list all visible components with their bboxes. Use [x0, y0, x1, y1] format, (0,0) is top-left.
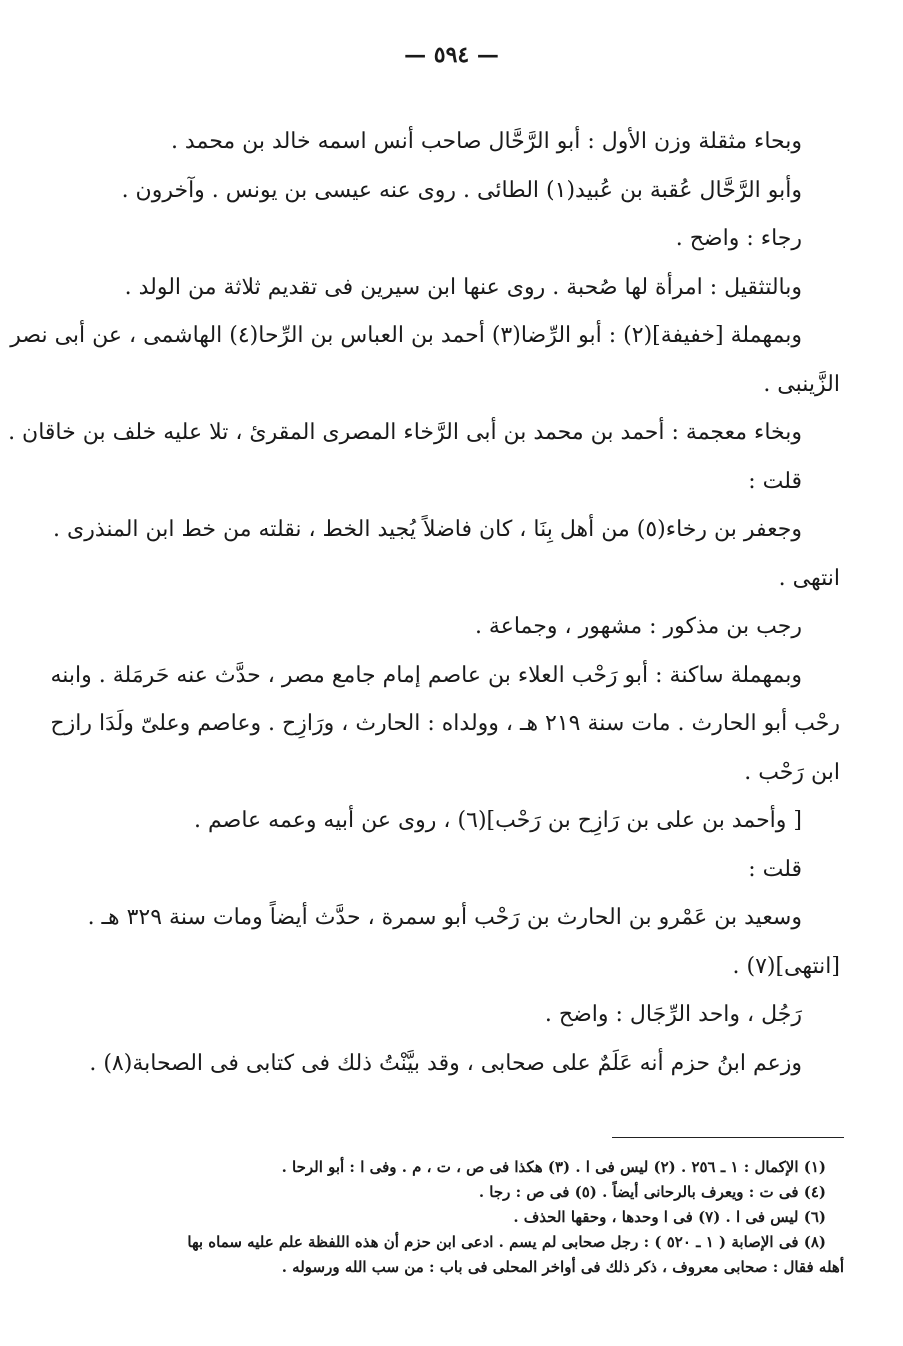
page-number: — ٥٩٤ — — [404, 42, 499, 68]
text-line: وزعم ابنُ حزم أنه عَلَمٌ على صحابى ، وقد بيَّنْتُ ذلك فى كتابى فى الصحابة(٨) . — [89, 1050, 802, 1076]
text-line: قلت : — [748, 856, 802, 882]
text-line: قلت : — [748, 468, 802, 494]
footnote-line: (٨) فى الإصابة ( ١ ـ ٥٢٠ ) : رجل صحابى لم يسم . ادعى ابن حزم أن هذه اللفظة علم عليه سماه بها — [187, 1233, 826, 1251]
footnotes — [60, 1155, 844, 1280]
footnote-line: (٤) فى ت : ويعرف بالرحانى أيضاً . (٥) فى ص : رجا . — [478, 1183, 826, 1201]
text-line: وبمهملة [خفيفة](٢) : أبو الرِّضا(٣) أحمد بن العباس بن الرِّحا(٤) الهاشمى ، عن أبى نصر — [10, 323, 802, 348]
text-line: [ وأحمد بن على بن رَازِح بن رَحْب](٦) ، روى عن أبيه وعمه عاصم . — [194, 808, 802, 833]
text-line: وبالتثقيل : امرأة لها صُحبة . روى عنها ابن سيرين فى تقديم ثلاثة من الولد . — [124, 274, 802, 300]
footnote-divider — [612, 1137, 844, 1138]
footnote-line: أهله فقال : صحابى معروف ، ذكر ذلك فى أواخر المحلى فى باب : من سب الله ورسوله . — [281, 1258, 844, 1276]
text-line: وأبو الرَّحَّال عُقبة بن عُبيد(١) الطائى . روى عنه عيسى بن يونس . وآخرون . — [121, 177, 802, 203]
text-line: الزَّينبى . — [763, 371, 840, 397]
text-line: رحْب أبو الحارث . مات سنة ٢١٩ هـ ، وولداه : الحارث ، ورَازِح . وعاصم وعلىّ ولَدَا رازح — [50, 711, 840, 736]
text-line: رجاء : واضح . — [675, 226, 802, 251]
text-line: وجعفر بن رخاء(٥) من أهل بِنَا ، كان فاضلاً يُجيد الخط ، نقلته من خط ابن المنذرى . — [52, 517, 802, 542]
text-line: رجب بن مذكور : مشهور ، وجماعة . — [474, 614, 802, 639]
text-line: [انتهى](٧) . — [732, 953, 840, 979]
text-line: ابن رَحْب . — [744, 759, 840, 785]
text-line: انتهى . — [778, 565, 840, 591]
footnote-line: (٦) ليس فى ا . (٧) فى ا وحدها ، وحقها الحذف . — [513, 1208, 826, 1226]
text-line: وبخاء معجمة : أحمد بن محمد بن أبى الرَّخاء المصرى المقرئ ، تلا عليه خلف بن خاقان . — [8, 420, 802, 445]
text-line: رَجُل ، واحد الرِّجَال : واضح . — [544, 1002, 802, 1027]
text-line: وسعيد بن عَمْرو بن الحارث بن رَحْب أبو سمرة ، حدَّث أيضاً ومات سنة ٣٢٩ هـ . — [87, 905, 802, 930]
text-line: وبحاء مثقلة وزن الأول : أبو الرَّحَّال صاحب أنس اسمه خالد بن محمد . — [170, 129, 802, 154]
footnote-line: (١) الإكمال : ١ ـ ٢٥٦ . (٢) ليس فى ا . (٣) هكذا فى ص ، ت ، م . وفى ا : أبو الرحا . — [281, 1158, 826, 1176]
main-text — [8, 118, 840, 1088]
text-line: وبمهملة ساكنة : أبو رَحْب العلاء بن عاصم إمام جامع مصر ، حدَّث عنه حَرمَلة . وابنه — [50, 662, 802, 688]
